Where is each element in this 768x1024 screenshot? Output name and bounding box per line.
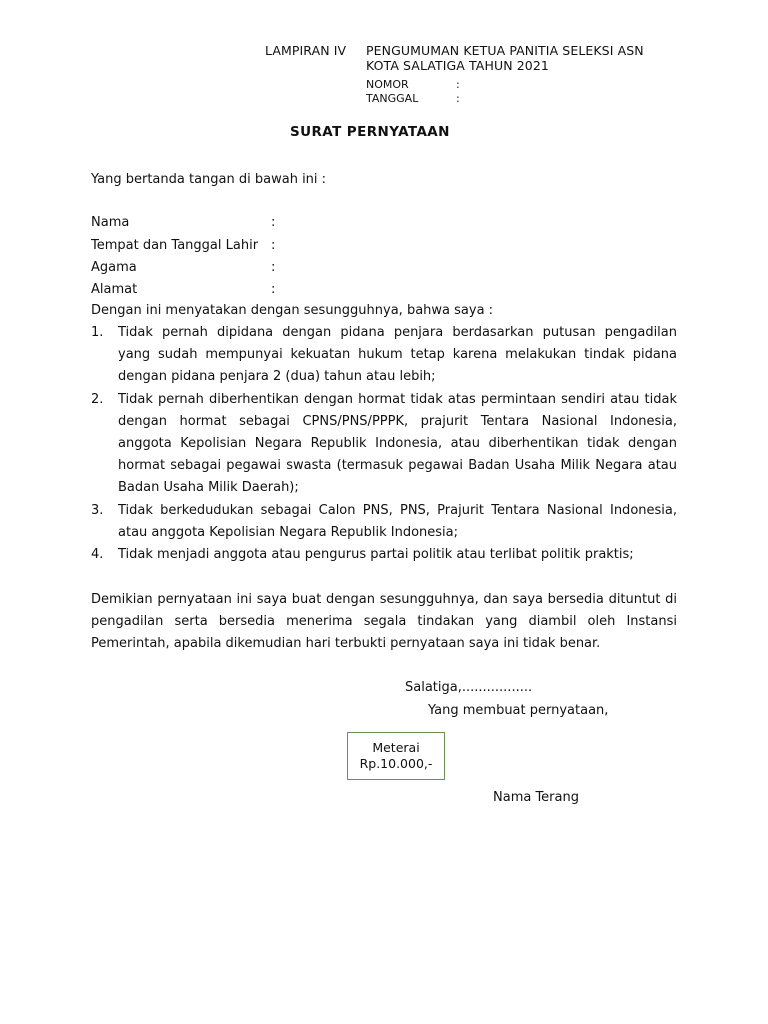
intro-text: Yang bertanda tangan di bawah ini :: [91, 172, 327, 187]
item-line: Tidak pernah diberhentikan dengan hormat tidak atas permintaan sendiri atau tidak: [118, 392, 677, 407]
item-line: Tidak berkedudukan sebagai Calon PNS, PNS, Prajurit Tentara Nasional Indonesia,: [118, 503, 677, 518]
field-colon-nama: :: [271, 215, 276, 230]
signature-maker: Yang membuat pernyataan,: [428, 703, 609, 718]
header-line-2: KOTA SALATIGA TAHUN 2021: [366, 58, 549, 73]
field-colon-ttl: :: [271, 238, 276, 253]
header-line-1: PENGUMUMAN KETUA PANITIA SELEKSI ASN: [366, 43, 644, 58]
item-line: dengan hormat sebagai CPNS/PNS/PPPK, prajurit Tentara Nasional Indonesia,: [118, 414, 677, 429]
field-label-ttl: Tempat dan Tanggal Lahir: [91, 238, 259, 253]
item-line: Tidak menjadi anggota atau pengurus partai politik atau terlibat politik praktis;: [118, 547, 634, 562]
item-number: 4.: [91, 547, 104, 562]
field-label-nama: Nama: [91, 215, 130, 230]
nomor-label: NOMOR: [366, 78, 409, 91]
signer-name: Nama Terang: [493, 790, 579, 805]
item-line: hormat sebagai pegawai swasta (termasuk pegawai Badan Usaha Milik Negara atau: [118, 458, 677, 473]
field-label-agama: Agama: [91, 260, 137, 275]
item-line: yang sudah mempunyai kekuatan hukum tetap karena melakukan tindak pidana: [118, 347, 677, 362]
item-line: dengan pidana penjara 2 (dua) tahun atau lebih;: [118, 369, 436, 384]
statement-intro: Dengan ini menyatakan dengan sesungguhnya, bahwa saya :: [91, 303, 494, 318]
item-number: 3.: [91, 503, 104, 518]
closing-line: pengadilan serta bersedia menerima segala tindakan yang diambil oleh Instansi: [91, 614, 677, 629]
materai-label: Meterai: [372, 740, 420, 755]
item-line: Tidak pernah dipidana dengan pidana penjara berdasarkan putusan pengadilan: [118, 325, 677, 340]
item-number: 1.: [91, 325, 104, 340]
tanggal-label: TANGGAL: [366, 92, 419, 105]
field-colon-alamat: :: [271, 282, 276, 297]
nomor-colon: :: [456, 78, 460, 91]
closing-line: Pemerintah, apabila dikemudian hari terbukti pernyataan saya ini tidak benar.: [91, 636, 601, 651]
field-colon-agama: :: [271, 260, 276, 275]
item-line: anggota Kepolisian Negara Republik Indonesia, atau diberhentikan tidak dengan: [118, 436, 677, 451]
item-number: 2.: [91, 392, 104, 407]
place-date: Salatiga,.................: [405, 680, 533, 695]
closing-line: Demikian pernyataan ini saya buat dengan sesungguhnya, dan saya bersedia dituntut di: [91, 592, 677, 607]
item-line: atau anggota Kepolisian Negara Republik Indonesia;: [118, 525, 458, 540]
document-title: SURAT PERNYATAAN: [290, 124, 450, 140]
lampiran-label: LAMPIRAN IV: [265, 43, 347, 58]
materai-stamp-box: [347, 732, 445, 780]
tanggal-colon: :: [456, 92, 460, 105]
item-line: Badan Usaha Milik Daerah);: [118, 480, 299, 495]
materai-value: Rp.10.000,-: [359, 756, 433, 771]
field-label-alamat: Alamat: [91, 282, 138, 297]
